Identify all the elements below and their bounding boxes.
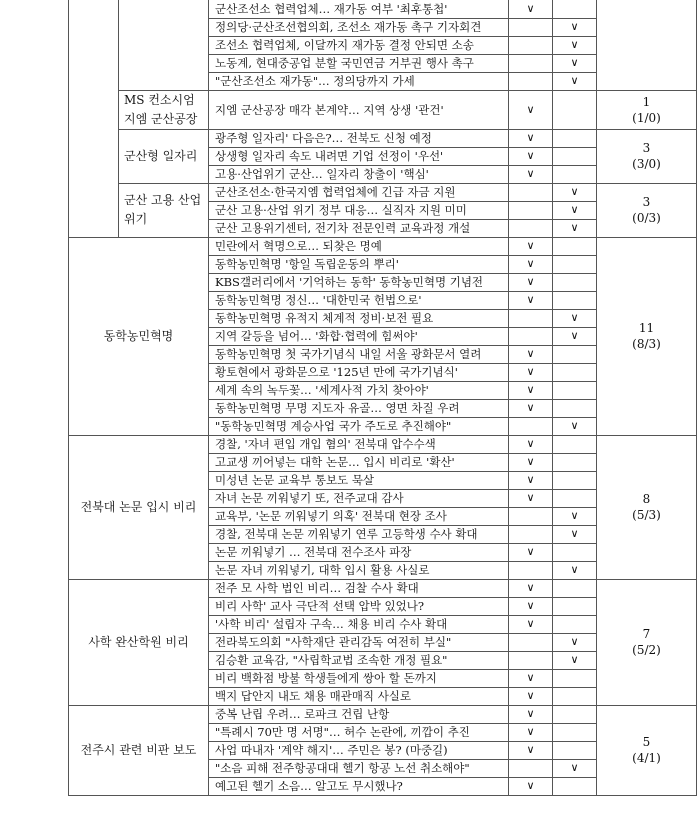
- article-title: 황토현에서 광화문으로 '125년 만에 국가기념식': [209, 363, 509, 381]
- article-title: '사학 비리' 설립자 구속… 채용 비리 수사 확대: [209, 615, 509, 633]
- table-row: [69, 705, 697, 723]
- article-title: 고용·산업위기 군산… 일자리 창출이 '핵심': [209, 165, 509, 183]
- check-col-1: ∨: [509, 345, 553, 363]
- table-row: [69, 237, 697, 255]
- check-col-1: ∨: [509, 453, 553, 471]
- check-col-1: ∨: [509, 291, 553, 309]
- check-col-2: [553, 453, 597, 471]
- article-title: 동학농민혁명 정신… '대한민국 헌법으로': [209, 291, 509, 309]
- category-cell: 사학 완산학원 비리: [69, 579, 209, 705]
- article-count: 5: [642, 735, 651, 749]
- article-title: 군산 고용·산업 위기 정부 대응… 실직자 지원 미미: [209, 201, 509, 219]
- check-col-2: [553, 273, 597, 291]
- check-col-2: [553, 723, 597, 741]
- article-count: 3: [642, 141, 651, 155]
- article-title: 동학농민혁명 유적지 체계적 정비·보전 필요: [209, 309, 509, 327]
- article-title: 군산조선소·한국지엠 협력업체에 긴급 자금 지원: [209, 183, 509, 201]
- article-title: 지역 갈등을 넘어… '화합·협력에 힘써야': [209, 327, 509, 345]
- table-row: [69, 90, 697, 129]
- check-col-1: [509, 36, 553, 54]
- check-col-1: ∨: [509, 471, 553, 489]
- article-title: 전라북도의회 "사학재단 관리감독 여전히 부실": [209, 633, 509, 651]
- article-title: 경찰, '자녀 편입 개입 혐의' 전북대 압수수색: [209, 435, 509, 453]
- table-row: [69, 129, 697, 147]
- article-count-cell: [597, 183, 697, 237]
- article-ratio: (0/3): [632, 211, 661, 225]
- article-count: 1: [642, 94, 651, 109]
- check-col-1: ∨: [509, 237, 553, 255]
- check-col-1: [509, 417, 553, 435]
- article-title: 비리 사학' 교사 극단적 선택 압박 있었나?: [209, 597, 509, 615]
- check-col-2: [553, 399, 597, 417]
- article-count: 11: [638, 321, 655, 335]
- check-col-1: [509, 72, 553, 90]
- article-count-cell: [597, 435, 697, 579]
- check-col-1: [509, 633, 553, 651]
- article-title: 자녀 논문 끼워넣기 또, 전주교대 감사: [209, 489, 509, 507]
- check-col-1: ∨: [509, 705, 553, 723]
- table-row: [69, 0, 697, 18]
- article-title: 사업 따내자 '계약 해지'… 주민은 봉? (마중길): [209, 741, 509, 759]
- check-col-2: ∨: [553, 72, 597, 90]
- check-col-2: ∨: [553, 201, 597, 219]
- article-title: "동학농민혁명 계승사업 국가 주도로 추진해야": [209, 417, 509, 435]
- check-col-1: ∨: [509, 165, 553, 183]
- check-col-1: ∨: [509, 723, 553, 741]
- check-col-1: [509, 507, 553, 525]
- article-title: 동학농민혁명 무명 지도자 유골… 영면 차질 우려: [209, 399, 509, 417]
- article-title: 동학농민혁명 첫 국가기념식 내일 서울 광화문서 열려: [209, 345, 509, 363]
- article-title: 논문 자녀 끼워넣기, 대학 입시 활용 사실로: [209, 561, 509, 579]
- check-col-2: [553, 147, 597, 165]
- check-col-2: [553, 0, 597, 18]
- subcategory-cell: 군산 고용 산업 위기: [119, 183, 209, 237]
- check-col-2: [553, 579, 597, 597]
- article-ratio: (3/0): [632, 157, 661, 171]
- article-title: 미성년 논문 교육부 통보도 묵살: [209, 471, 509, 489]
- check-col-2: [553, 255, 597, 273]
- check-col-2: ∨: [553, 651, 597, 669]
- article-title: 광주형 일자리' 다음은?… 전북도 신청 예정: [209, 129, 509, 147]
- check-col-2: ∨: [553, 525, 597, 543]
- table-body: [69, 0, 697, 795]
- article-count-cell: [597, 129, 697, 183]
- check-col-2: ∨: [553, 633, 597, 651]
- check-col-1: [509, 219, 553, 237]
- check-col-1: [509, 327, 553, 345]
- article-title: 고교생 끼어넣는 대학 논문… 입시 비리로 '확산': [209, 453, 509, 471]
- check-col-2: ∨: [553, 507, 597, 525]
- article-count-cell: [597, 237, 697, 435]
- check-col-1: ∨: [509, 597, 553, 615]
- check-col-2: ∨: [553, 219, 597, 237]
- article-title: 군산조선소 협력업체… 재가동 여부 '최후통첩': [209, 0, 509, 18]
- check-col-2: ∨: [553, 183, 597, 201]
- check-col-1: ∨: [509, 579, 553, 597]
- check-col-2: [553, 345, 597, 363]
- check-col-2: [553, 90, 597, 129]
- check-col-2: [553, 687, 597, 705]
- category-cell: 전주시 관련 비판 보도: [69, 705, 209, 795]
- article-count: 8: [642, 492, 651, 506]
- article-title: "특례시 70만 명 서명"… 허수 논란에, 끼깝이 추진: [209, 723, 509, 741]
- check-col-1: ∨: [509, 273, 553, 291]
- article-count-cell: [597, 705, 697, 795]
- check-col-1: ∨: [509, 489, 553, 507]
- check-col-2: [553, 165, 597, 183]
- article-title: 정의당·군산조선협의회, 조선소 재가동 촉구 기자회견: [209, 18, 509, 36]
- news-coverage-table: [68, 0, 697, 796]
- check-col-2: ∨: [553, 759, 597, 777]
- table-row: [69, 435, 697, 453]
- check-col-1: ∨: [509, 687, 553, 705]
- check-col-1: [509, 18, 553, 36]
- check-col-1: ∨: [509, 777, 553, 795]
- article-count-cell: [597, 0, 697, 90]
- article-title: 군산 고용위기센터, 전기차 전문인력 교육과정 개설: [209, 219, 509, 237]
- check-col-2: ∨: [553, 327, 597, 345]
- check-col-2: [553, 741, 597, 759]
- subcategory-cell: [119, 0, 209, 90]
- check-col-1: ∨: [509, 669, 553, 687]
- check-col-1: [509, 309, 553, 327]
- check-col-2: ∨: [553, 417, 597, 435]
- article-title: 상생형 일자리 속도 내려면 기업 선정이 '우선': [209, 147, 509, 165]
- check-col-2: [553, 543, 597, 561]
- check-col-2: [553, 435, 597, 453]
- article-title: "소음 피해 전주항공대대 헬기 항공 노선 취소해야": [209, 759, 509, 777]
- check-col-1: [509, 54, 553, 72]
- check-col-2: [553, 291, 597, 309]
- check-col-2: ∨: [553, 561, 597, 579]
- check-col-1: [509, 201, 553, 219]
- check-col-1: ∨: [509, 255, 553, 273]
- check-col-1: ∨: [509, 0, 553, 18]
- check-col-2: [553, 363, 597, 381]
- article-ratio: (8/3): [632, 337, 661, 351]
- check-col-1: [509, 183, 553, 201]
- check-col-2: [553, 615, 597, 633]
- article-title: 조선소 협력업체, 이달까지 재가동 결정 안되면 소송: [209, 36, 509, 54]
- check-col-2: ∨: [553, 309, 597, 327]
- check-col-2: [553, 471, 597, 489]
- check-col-1: [509, 525, 553, 543]
- check-col-2: [553, 597, 597, 615]
- check-col-2: ∨: [553, 54, 597, 72]
- check-col-1: ∨: [509, 90, 553, 129]
- article-title: 김승환 교육감, "사립학교법 조속한 개정 필요": [209, 651, 509, 669]
- check-col-1: ∨: [509, 399, 553, 417]
- check-col-2: [553, 381, 597, 399]
- subcategory-cell: MS 컨소시엄 지엠 군산공장: [119, 90, 209, 129]
- article-title: 동학농민혁명 '항일 독립운동의 뿌리': [209, 255, 509, 273]
- article-title: 논문 끼워넣기 … 전북대 전수조사 파장: [209, 543, 509, 561]
- category-cell: 전북대 논문 입시 비리: [69, 435, 209, 579]
- table-row: [69, 579, 697, 597]
- check-col-1: ∨: [509, 147, 553, 165]
- check-col-1: ∨: [509, 741, 553, 759]
- check-col-1: [509, 759, 553, 777]
- check-col-1: [509, 651, 553, 669]
- article-title: KBS갤러리에서 '기억하는 동학' 동학농민혁명 기념전: [209, 273, 509, 291]
- article-title: 예고된 헬기 소음… 알고도 무시했나?: [209, 777, 509, 795]
- article-ratio: (5/2): [632, 643, 661, 657]
- article-ratio: (5/3): [632, 508, 661, 522]
- check-col-2: [553, 669, 597, 687]
- article-title: "군산조선소 재가동"… 정의당까지 가세: [209, 72, 509, 90]
- article-title: 백지 답안지 내도 채용 매관매직 사실로: [209, 687, 509, 705]
- check-col-2: [553, 705, 597, 723]
- check-col-1: ∨: [509, 363, 553, 381]
- article-title: 비리 백화점 방불 학생들에게 쌍아 할 돈까지: [209, 669, 509, 687]
- check-col-2: [553, 489, 597, 507]
- check-col-1: ∨: [509, 543, 553, 561]
- check-col-1: ∨: [509, 615, 553, 633]
- check-col-2: [553, 237, 597, 255]
- article-count: 3: [642, 195, 651, 209]
- check-col-2: ∨: [553, 18, 597, 36]
- article-title: 지엠 군산공장 매각 본계약… 지역 상생 '관건': [209, 90, 509, 129]
- article-count: 7: [642, 627, 651, 641]
- subcategory-cell: 군산형 일자리: [119, 129, 209, 183]
- check-col-1: ∨: [509, 435, 553, 453]
- article-count-cell: [597, 579, 697, 705]
- category-cell: 동학농민혁명: [69, 237, 209, 435]
- check-col-1: [509, 561, 553, 579]
- check-col-2: ∨: [553, 36, 597, 54]
- article-count-cell: [597, 90, 697, 129]
- article-title: 민란에서 혁명으로… 되찾은 명예: [209, 237, 509, 255]
- article-title: 경찰, 전북대 논문 끼워넣기 연루 고등학생 수사 확대: [209, 525, 509, 543]
- check-col-1: ∨: [509, 129, 553, 147]
- article-ratio: (4/1): [632, 751, 661, 765]
- check-col-1: ∨: [509, 381, 553, 399]
- article-title: 노동계, 현대중공업 분할 국민연금 거부권 행사 촉구: [209, 54, 509, 72]
- category-cell: [69, 0, 119, 237]
- article-title: 전주 모 사학 법인 비리… 검찰 수사 확대: [209, 579, 509, 597]
- check-col-2: [553, 129, 597, 147]
- check-col-2: [553, 777, 597, 795]
- article-title: 중복 난립 우려… 로파크 건립 난항: [209, 705, 509, 723]
- article-title: 세계 속의 녹두꽃… '세계사적 가치 찾아야': [209, 381, 509, 399]
- table-row: [69, 183, 697, 201]
- article-title: 교육부, '논문 끼워넣기 의혹' 전북대 현장 조사: [209, 507, 509, 525]
- article-ratio: (1/0): [632, 110, 661, 125]
